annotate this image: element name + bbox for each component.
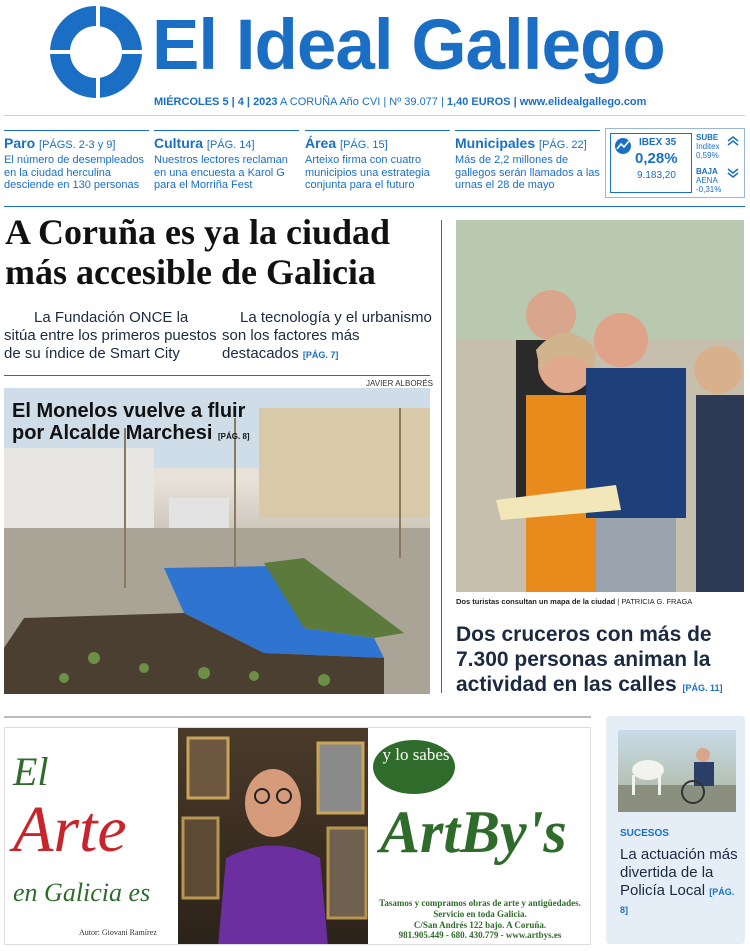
city: A CORUÑA	[280, 96, 337, 108]
ibex-up-value: 0,59%	[696, 151, 719, 161]
sucesos-box[interactable]	[606, 716, 745, 944]
sucesos-headline[interactable]	[620, 846, 740, 918]
teaser-page: [PÁG. 22]	[539, 139, 587, 151]
main-headline[interactable]: A Coruña es ya la ciudad más accesible de Galicia	[5, 212, 391, 292]
teaser-paro[interactable]	[4, 130, 149, 192]
ad-line: C/San Andrés 122 bajo. A Coruña.	[413, 919, 547, 930]
teaser-page: [PÁGS. 2-3 y 9]	[39, 139, 116, 151]
teaser-title: Cultura	[154, 135, 203, 151]
ibex-change: 0,28%	[635, 150, 678, 167]
teaser-title: Área	[305, 135, 337, 151]
issue: | Nº 39.077 |	[383, 96, 444, 108]
ibex-widget[interactable]	[605, 128, 745, 198]
tourists-credit: | PATRICIA G. FRAGA	[617, 597, 693, 606]
logo-icon	[50, 6, 142, 98]
arrow-down-icon	[726, 167, 740, 179]
teaser-title: Paro	[4, 135, 36, 151]
ibex-down-name: AENA	[696, 176, 718, 186]
sucesos-text: La actuación más divertida de la Policía Local	[620, 846, 738, 899]
section-rule	[4, 206, 745, 207]
ibex-name: IBEX 35	[639, 137, 677, 148]
tourists-photo[interactable]	[456, 220, 744, 592]
chart-trend-icon	[614, 137, 632, 155]
teaser-title: Municipales	[455, 135, 536, 151]
artbys-advertisement[interactable]	[4, 727, 591, 945]
tourists-caption-line	[456, 597, 692, 606]
sucesos-page: [PÁG. 8]	[620, 887, 735, 915]
teaser-text: Arteixo firma con cuatro municipios una estrategia conjunta para el futuro	[305, 154, 430, 192]
cruise-headline[interactable]	[456, 622, 746, 698]
deck-text: La tecnología y el urbanismo son los factores más destacados	[222, 309, 432, 362]
price: 1,40 EUROS	[446, 96, 511, 108]
ibex-up-name: Inditex	[696, 142, 720, 152]
ad-author: Autor: Giovani Ramírez	[79, 928, 157, 937]
teaser-text: Nuestros lectores reclaman en una encuesta a Karol G para el Morriña Fest	[154, 154, 288, 192]
monelos-page: [PÁG. 8]	[218, 432, 250, 441]
teaser-text: Más de 2,2 millones de gallegos serán llamados a las urnas el 28 de mayo	[455, 154, 600, 192]
cruise-headline-text: Dos cruceros con más de 7.300 personas animan la actividad en las calles	[456, 623, 712, 697]
ad-line: Tasamos y compramos obras de arte y antigüedades.	[379, 898, 581, 908]
monelos-headline[interactable]	[12, 400, 272, 444]
teaser-area[interactable]	[305, 130, 450, 192]
year: Año CVI	[339, 96, 381, 108]
ad-word-el: El	[13, 749, 49, 794]
ibex-down-label: BAJA	[696, 167, 718, 176]
story-rule	[4, 375, 430, 376]
tourists-caption: Dos turistas consultan un mapa de la ciudad	[456, 597, 616, 606]
ibex-down-value: -0,31%	[696, 185, 722, 195]
ad-line: Servicio en toda Galicia.	[433, 908, 527, 919]
deck-page: [PÁG. 7]	[302, 350, 339, 360]
ad-portrait	[178, 728, 368, 945]
teaser-text: El número de desempleados en la ciudad herculina desciende en 130 personas	[4, 154, 145, 192]
ad-word-galicia: en Galicia es	[13, 878, 151, 907]
ad-word-arte: Arte	[13, 793, 127, 866]
ad-separator	[4, 716, 591, 718]
teaser-cultura[interactable]	[154, 130, 299, 192]
deck-once: La Fundación ONCE la sitúa entre los primeros puestos de su índice de Smart City	[4, 309, 217, 362]
cruise-page: [PÁG. 11]	[682, 683, 723, 694]
ibex-value: 9.183,20	[637, 170, 676, 181]
teaser-page: [PÁG. 15]	[340, 139, 388, 151]
ad-line: 981.905.449 - 680. 430.779 - www.artbys.es	[398, 930, 562, 941]
masthead-title[interactable]: El Ideal Gallego	[152, 6, 665, 85]
dateline	[154, 96, 646, 108]
sucesos-section: SUCESOS	[620, 828, 669, 839]
column-divider	[441, 220, 442, 693]
monelos-title-text: El Monelos vuelve a fluir por Alcalde Marchesi	[12, 400, 246, 444]
date: MIÉRCOLES 5 | 4 | 2023	[154, 96, 278, 108]
teaser-page: [PÁG. 14]	[206, 139, 255, 151]
deck-technology	[222, 309, 434, 363]
arrow-up-icon	[726, 135, 740, 147]
ad-bubble-text: y lo sabes	[382, 745, 450, 764]
ad-brand: ArtBy's	[380, 799, 567, 865]
ad-details	[371, 898, 589, 941]
masthead-rule	[4, 115, 745, 116]
teaser-municipales[interactable]	[455, 130, 600, 192]
photo-credit: JAVIER ALBORÉS	[366, 379, 433, 388]
website[interactable]: | www.elidealgallego.com	[513, 96, 647, 108]
sucesos-photo	[618, 730, 736, 812]
ibex-up-label: SUBE	[696, 133, 719, 142]
